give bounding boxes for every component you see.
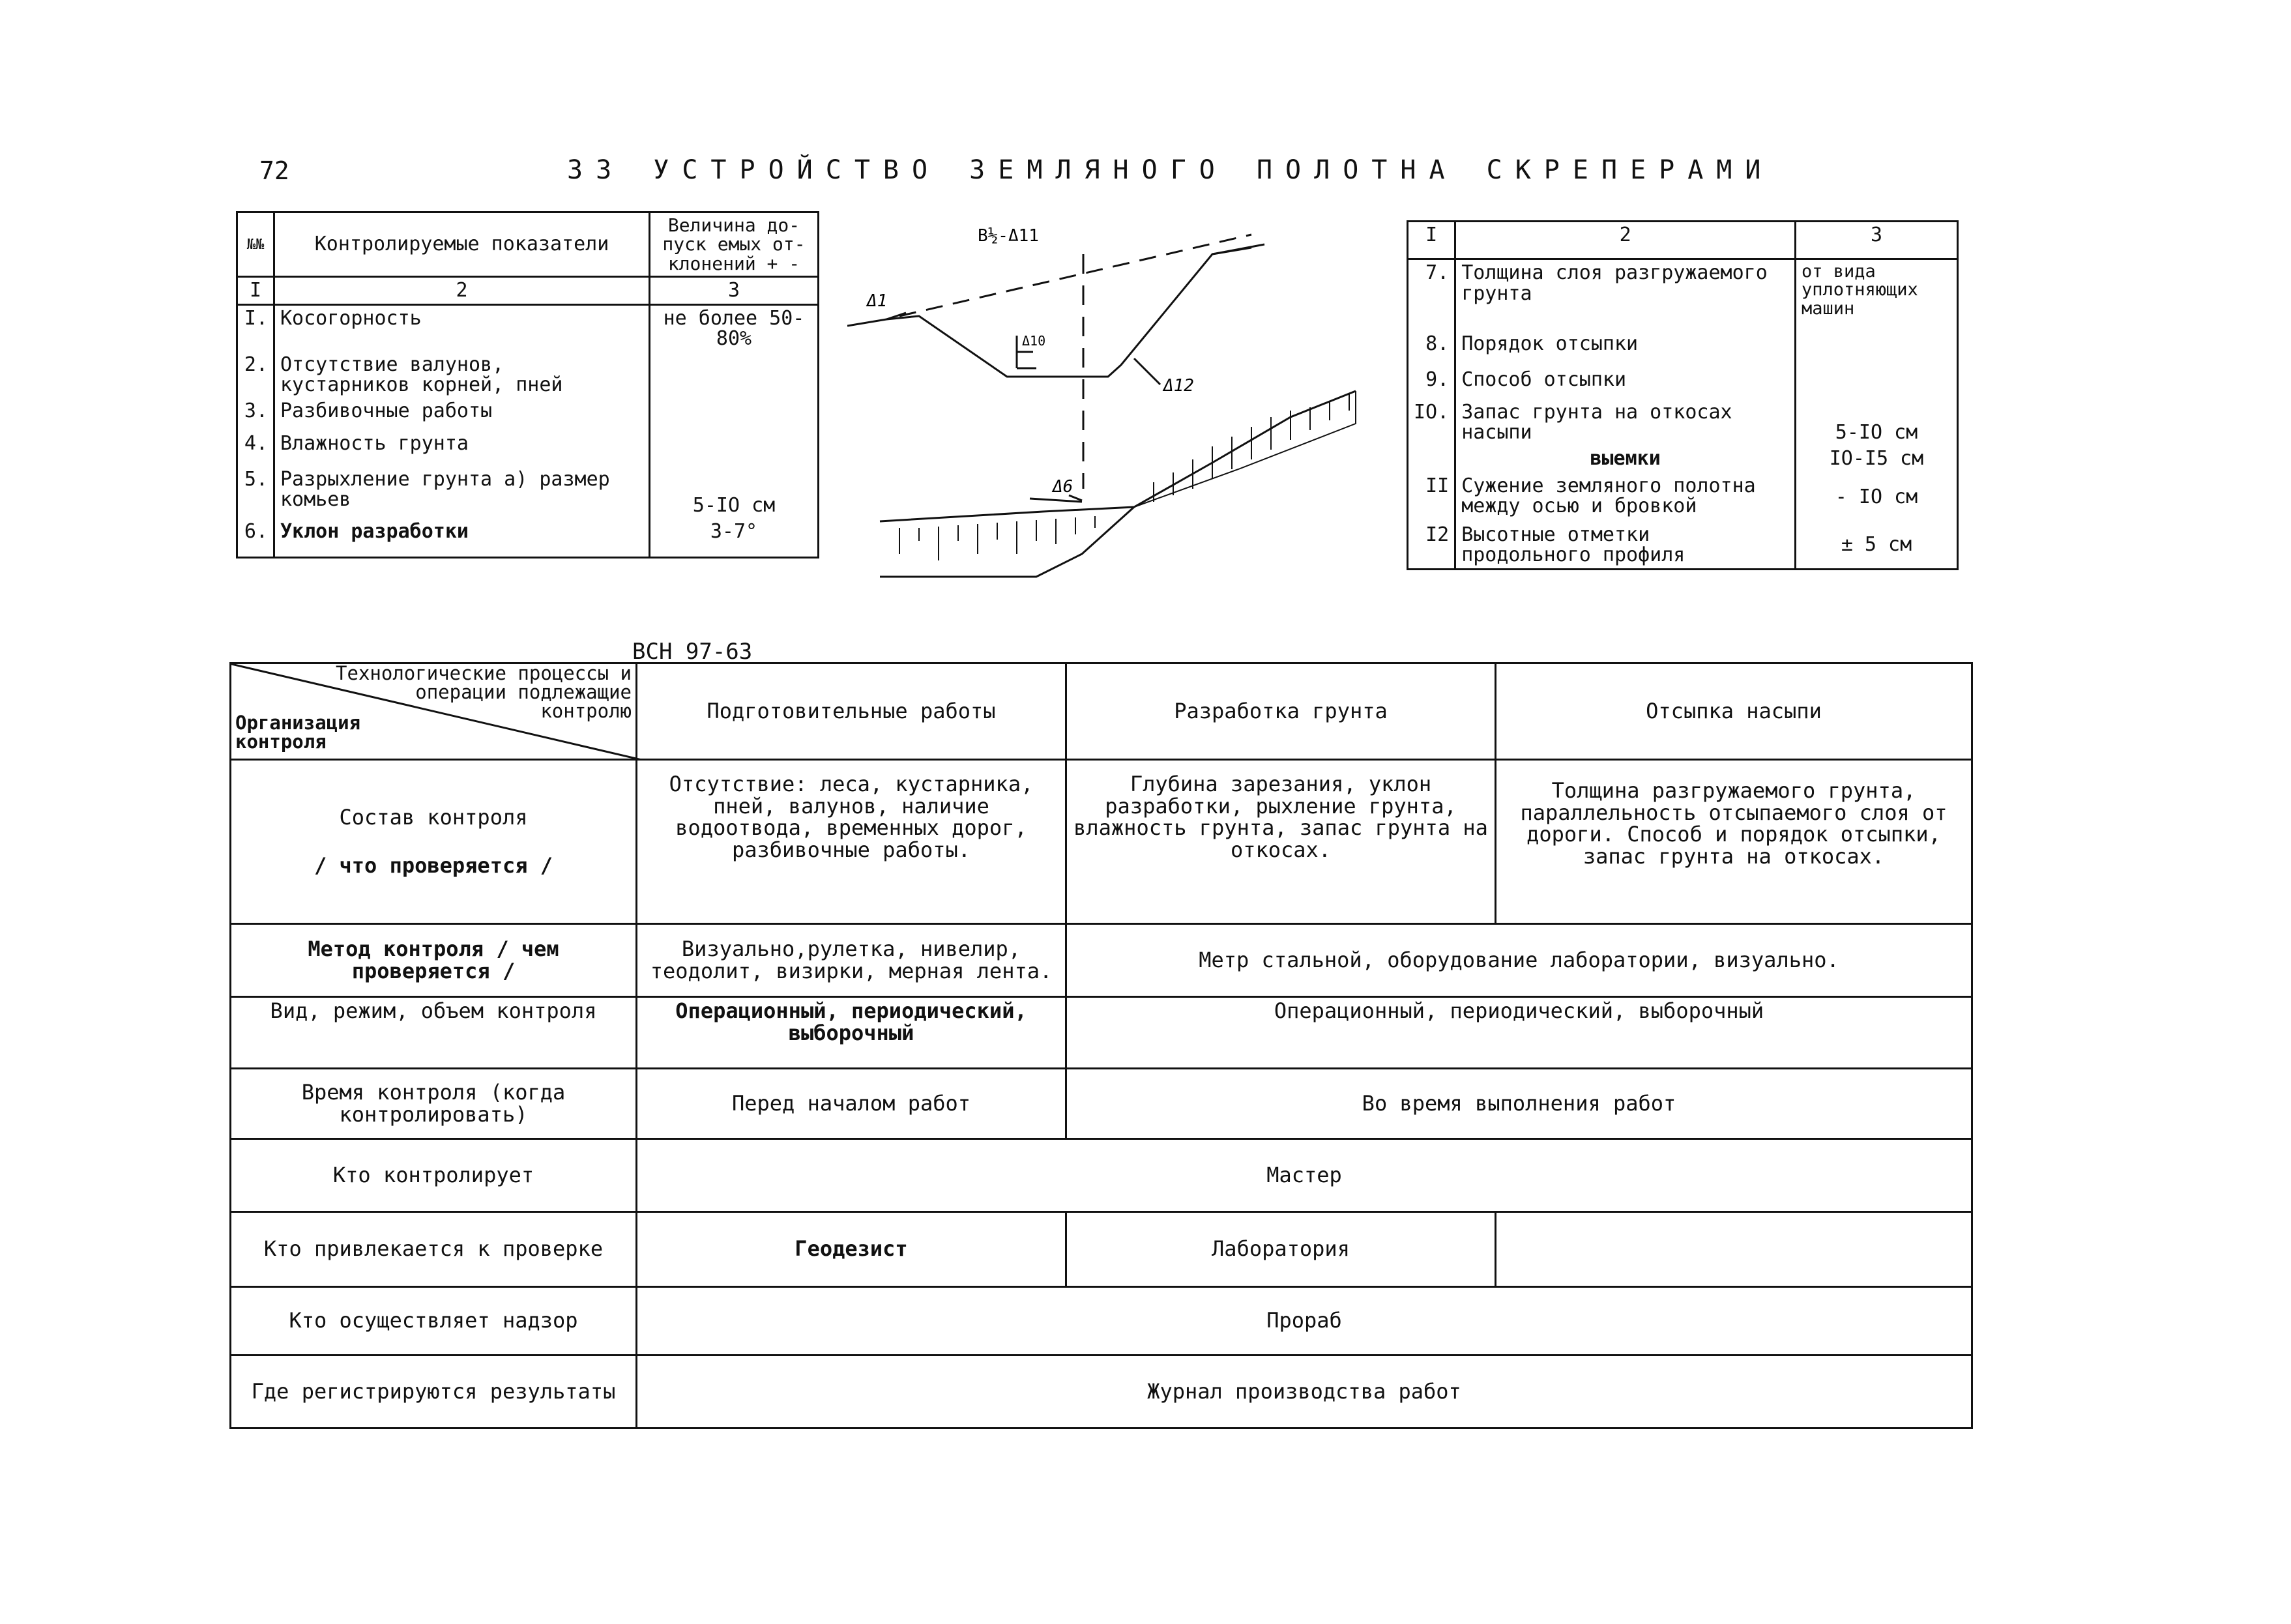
row-param: Способ отсыпки <box>1455 367 1796 399</box>
row-param: Отсутствие валунов, кустарников корней, пней <box>274 352 650 398</box>
row-number: IO. <box>1408 399 1455 446</box>
row-number: 8. <box>1408 331 1455 367</box>
row-value: не более 50-80% <box>650 304 819 352</box>
row-label: Кто осуществляет надзор <box>231 1287 637 1356</box>
corner-header-top: Технологические процессы и операции подлежащие контролю <box>336 662 632 722</box>
table-row <box>231 760 1972 924</box>
table-row <box>1408 331 1958 367</box>
table-row <box>237 352 819 398</box>
table-header-cell: Величина до-пуск емых от-клонений + - <box>650 212 819 277</box>
label-delta6: Δ6 <box>1053 477 1073 497</box>
row-param: выемки <box>1455 446 1796 473</box>
table-header-cell: №№ <box>237 212 274 277</box>
row-value: IO-I5 см <box>1796 446 1958 473</box>
tolerance-table-right <box>1407 220 1959 570</box>
cell: Метр стальной, оборудование лаборатории, визуально. <box>1066 924 1972 997</box>
table-col-number: I <box>1408 222 1455 259</box>
table-row <box>237 304 819 352</box>
table-row <box>1408 259 1958 331</box>
table-row <box>231 1212 1972 1287</box>
row-param: Влажность грунта <box>274 431 650 467</box>
table-col-number: 3 <box>650 277 819 305</box>
control-organization-table <box>229 662 1973 1429</box>
cell <box>1496 1212 1972 1287</box>
table-col-number: 2 <box>1455 222 1796 259</box>
cell: Журнал производства работ <box>637 1356 1972 1428</box>
row-value <box>650 398 819 431</box>
row-number: I. <box>237 304 274 352</box>
norm-reference: ВСН 97-63 <box>632 639 753 665</box>
table-row <box>231 1069 1972 1139</box>
row-number: 9. <box>1408 367 1455 399</box>
column-header: Разработка грунта <box>1066 663 1496 760</box>
row-value: 5-IO см <box>650 467 819 519</box>
cell: Лаборатория <box>1066 1212 1496 1287</box>
row-param: Толщина слоя разгружаемого грунта <box>1455 259 1796 331</box>
row-label-sub: / что проверяется / <box>314 852 553 878</box>
row-number: 4. <box>237 431 274 467</box>
cell: Операционный, периодический, выборочный <box>1066 997 1972 1069</box>
table-row <box>1408 399 1958 446</box>
row-param: Высотные отметки продольного профиля <box>1455 522 1796 570</box>
table-row <box>237 519 819 558</box>
row-param: Запас грунта на откосах насыпи <box>1455 399 1796 446</box>
row-value: от вида уплотняющих машин <box>1796 259 1958 331</box>
row-number: 7. <box>1408 259 1455 331</box>
row-label <box>231 760 637 924</box>
label-delta1: Δ1 <box>867 291 888 311</box>
cell: Во время выполнения работ <box>1066 1069 1972 1139</box>
row-value <box>650 352 819 398</box>
row-param: Косогорность <box>274 304 650 352</box>
row-param: Порядок отсыпки <box>1455 331 1796 367</box>
table-row <box>1408 446 1958 473</box>
row-param: Сужение земляного полотна между осью и бровкой <box>1455 473 1796 522</box>
table-row <box>231 1356 1972 1428</box>
cell: Визуально,рулетка, нивелир, теодолит, визирки, мерная лента. <box>637 924 1066 997</box>
tolerance-table-left <box>236 211 819 558</box>
row-label: Время контроля (когда контролировать) <box>231 1069 637 1139</box>
row-number: 6. <box>237 519 274 558</box>
cell: Толщина разгружаемого грунта, параллельность отсыпаемого слоя от дороги. Способ и порядок отсыпки, запас грунта на откосах. <box>1496 760 1972 924</box>
row-value: - IO см <box>1796 473 1958 522</box>
corner-header-cell <box>231 663 637 760</box>
cell: Перед началом работ <box>637 1069 1066 1139</box>
row-value <box>1796 367 1958 399</box>
page-number: 72 <box>259 156 289 185</box>
column-header: Отсыпка насыпи <box>1496 663 1972 760</box>
row-param: Уклон разработки <box>274 519 650 558</box>
table-col-number: I <box>237 277 274 305</box>
row-value: 5-IO см <box>1796 399 1958 446</box>
row-label: Кто контролирует <box>231 1139 637 1212</box>
cell: Глубина зарезания, уклон разработки, рыхление грунта, влажность грунта, запас грунта на откосах. <box>1066 760 1496 924</box>
table-row <box>237 467 819 519</box>
road-cross-section-diagram <box>847 215 1382 580</box>
cell: Отсутствие: леса, кустарника, пней, валунов, наличие водоотвода, временных дорог, разбивочные работы. <box>637 760 1066 924</box>
label-b-half: B½-Δ11 <box>978 226 1039 246</box>
table-col-number: 3 <box>1796 222 1958 259</box>
table-row <box>237 431 819 467</box>
table-row <box>237 398 819 431</box>
row-number: 2. <box>237 352 274 398</box>
cell: Геодезист <box>637 1212 1066 1287</box>
page-title: 33 УСТРОЙСТВО ЗЕМЛЯНОГО ПОЛОТНА СКРЕПЕРАМИ <box>567 155 1774 185</box>
table-row <box>231 1139 1972 1212</box>
cell: Операционный, периодический, выборочный <box>637 997 1066 1069</box>
table-col-number: 2 <box>274 277 650 305</box>
table-row <box>1408 522 1958 570</box>
row-value <box>1796 331 1958 367</box>
label-delta12: Δ12 <box>1163 376 1194 396</box>
row-number: 5. <box>237 467 274 519</box>
row-label: Вид, режим, объем контроля <box>231 997 637 1069</box>
row-number: I2 <box>1408 522 1455 570</box>
table-row <box>231 997 1972 1069</box>
row-param: Разрыхление грунта а) размер комьев <box>274 467 650 519</box>
row-label-title: Состав контроля <box>339 804 528 830</box>
row-label: Метод контроля / чем проверяется / <box>231 924 637 997</box>
row-value: ± 5 см <box>1796 522 1958 570</box>
cell: Мастер <box>637 1139 1972 1212</box>
row-label: Где регистрируются результаты <box>231 1356 637 1428</box>
cell: Прораб <box>637 1287 1972 1356</box>
row-label: Кто привлекается к проверке <box>231 1212 637 1287</box>
column-header: Подготовительные работы <box>637 663 1066 760</box>
table-row <box>1408 367 1958 399</box>
corner-header-bottom: Организация контроля <box>235 712 361 753</box>
table-row <box>231 1287 1972 1356</box>
table-row <box>1408 473 1958 522</box>
row-value <box>650 431 819 467</box>
row-value: 3-7° <box>650 519 819 558</box>
row-param: Разбивочные работы <box>274 398 650 431</box>
table-row <box>231 924 1972 997</box>
row-number: II <box>1408 473 1455 522</box>
label-delta10: Δ10 <box>1022 333 1046 349</box>
table-header-cell: Контролируемые показатели <box>274 212 650 277</box>
row-number: 3. <box>237 398 274 431</box>
row-number <box>1408 446 1455 473</box>
